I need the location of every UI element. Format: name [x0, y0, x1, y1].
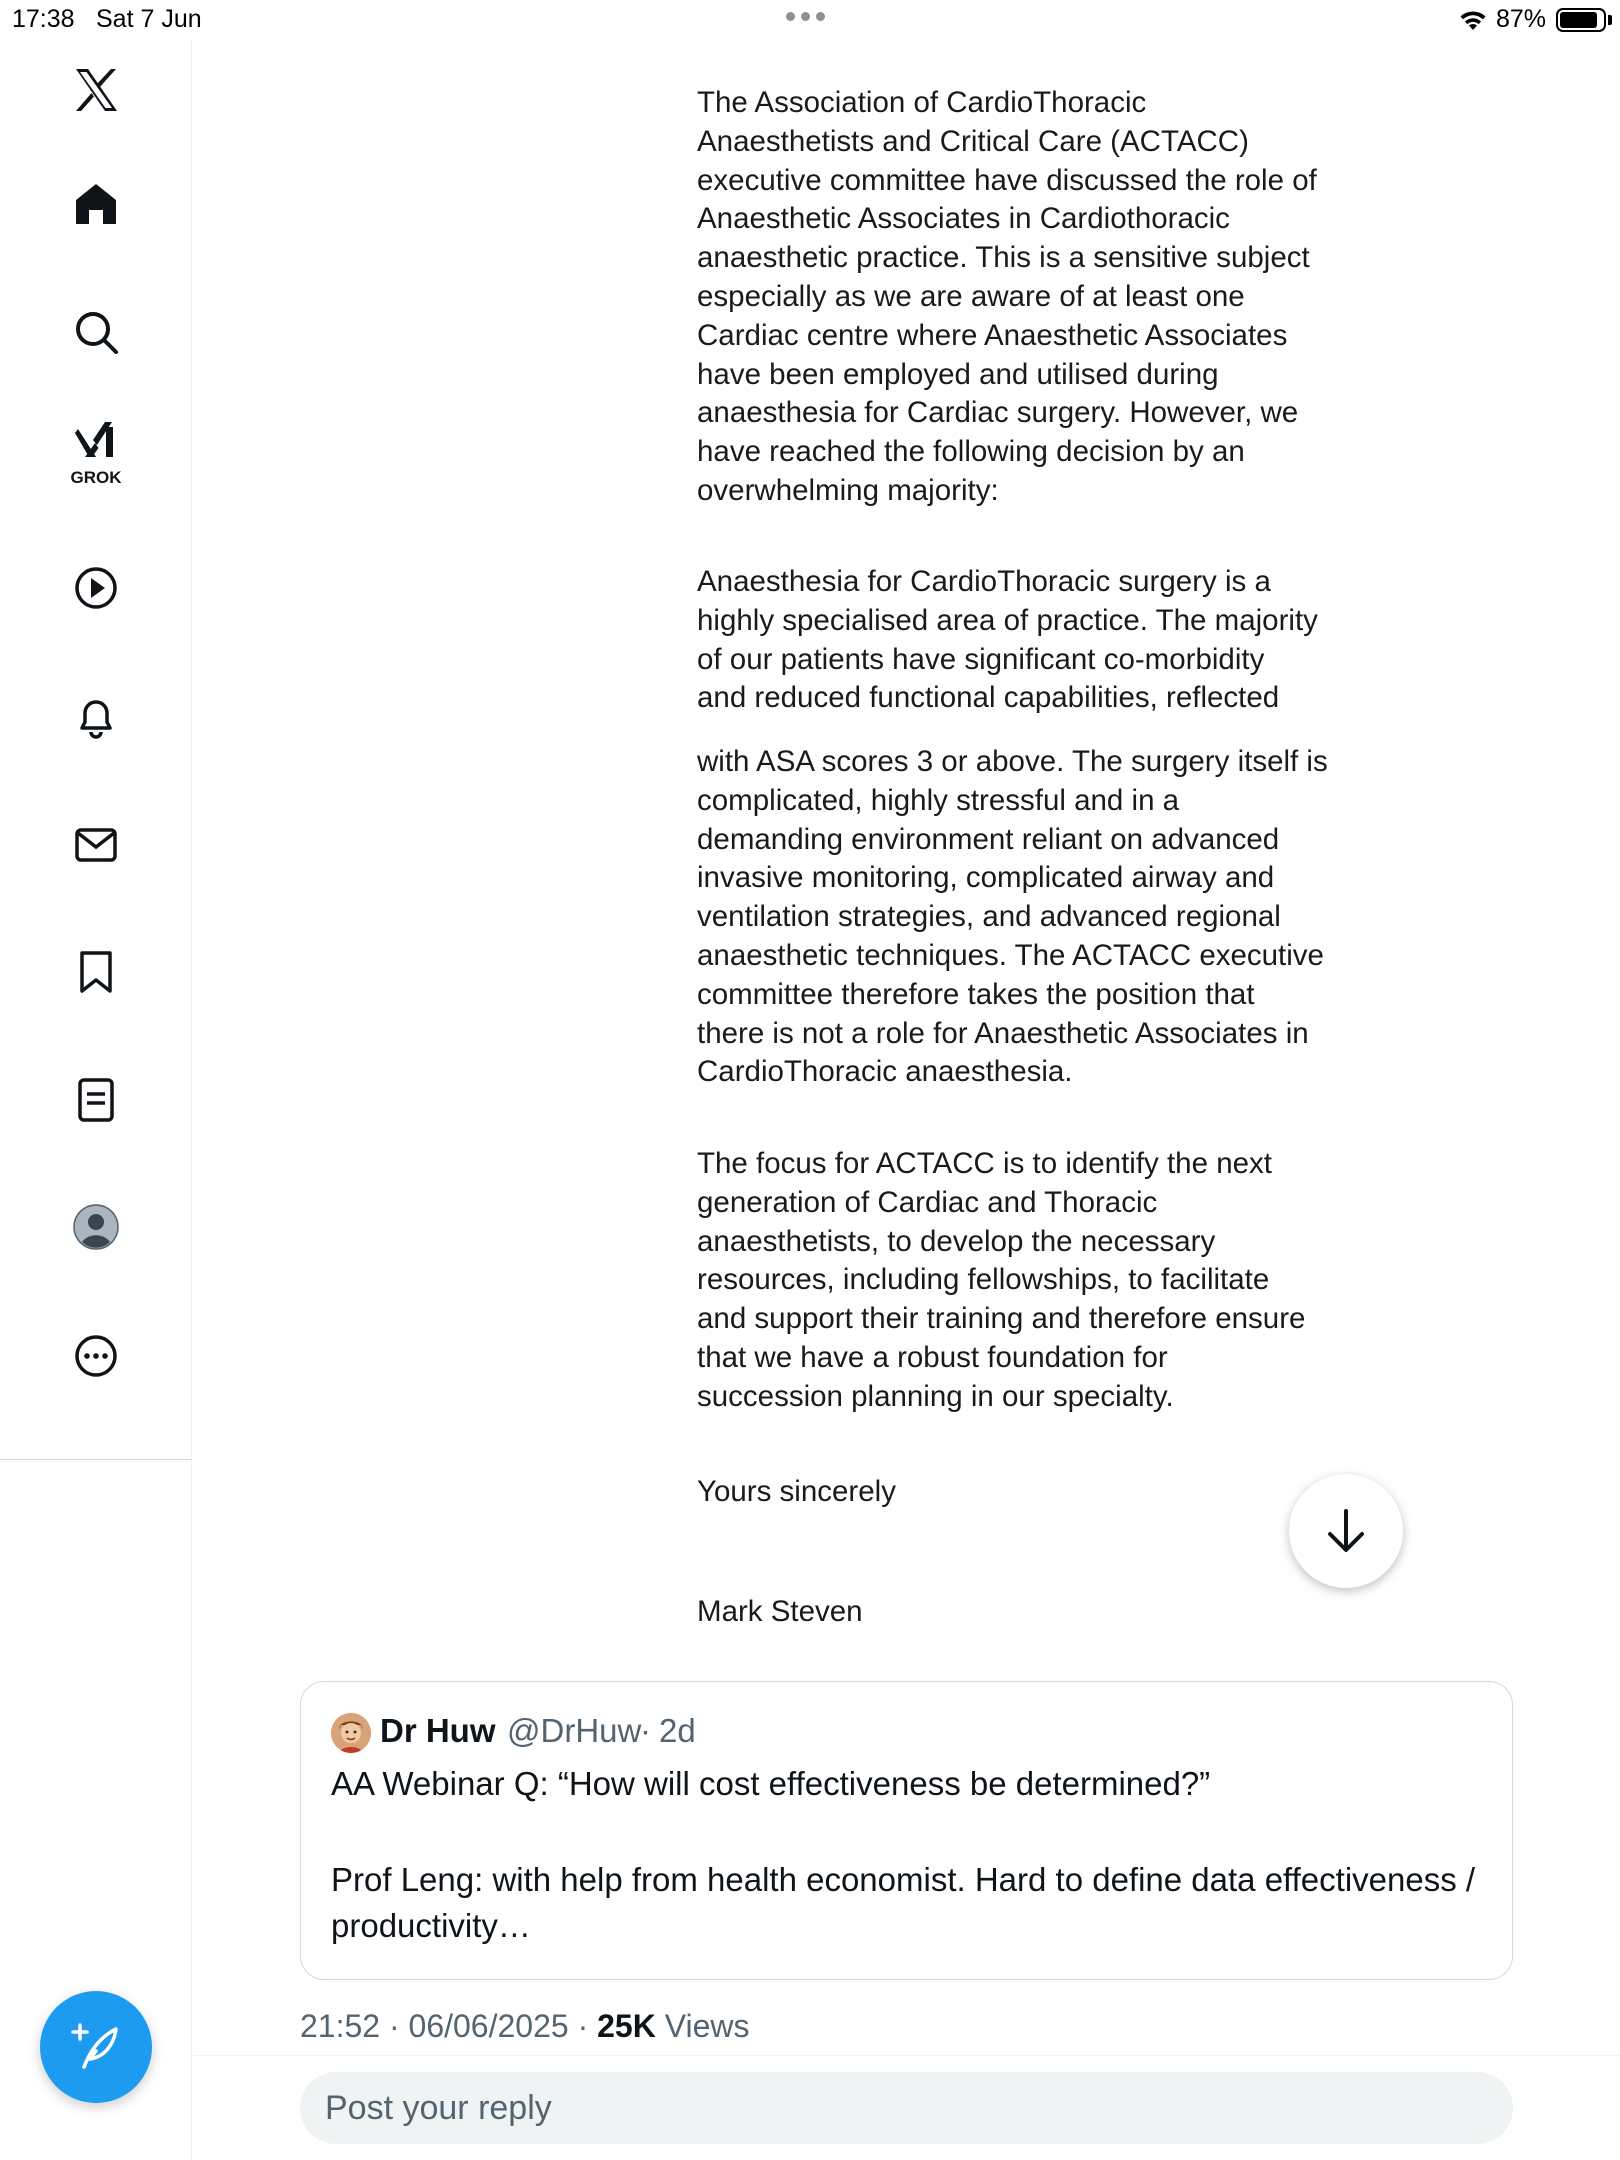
play-icon: [72, 564, 120, 612]
home-icon: [72, 180, 120, 228]
scroll-down-button[interactable]: [1289, 1474, 1403, 1588]
reply-input[interactable]: [300, 2072, 1513, 2144]
multitasking-dots-icon[interactable]: [786, 12, 825, 21]
grok-icon: [72, 419, 120, 467]
x-logo-icon[interactable]: [56, 50, 136, 130]
quoted-tweet[interactable]: [300, 1681, 1513, 1980]
status-bar: [0, 0, 1620, 40]
quote-text-line-1: AA Webinar Q: “How will cost effectiveness be determined?”: [331, 1765, 1211, 1802]
sidebar-item-explore[interactable]: [56, 292, 136, 372]
status-date: Sat 7 Jun: [96, 5, 202, 33]
battery-cap: [1608, 15, 1612, 25]
bookmark-icon: [72, 948, 120, 996]
list-icon: [72, 1076, 120, 1124]
sidebar-item-videos[interactable]: [56, 548, 136, 628]
meta-separator: ·: [380, 2008, 409, 2044]
quote-author-name[interactable]: Dr Huw: [380, 1712, 496, 1749]
more-icon: [72, 1332, 120, 1380]
quote-separator: ·: [640, 1712, 651, 1749]
sidebar-divider: [0, 1459, 192, 1460]
search-icon: [72, 308, 120, 356]
sidebar-item-grok[interactable]: [56, 412, 136, 492]
battery-percent: 87%: [1496, 5, 1547, 33]
letter-signature: Mark Steven: [697, 1595, 863, 1628]
views-label: Views: [655, 2008, 750, 2044]
quote-time[interactable]: 2d: [659, 1712, 696, 1749]
tweet-meta: [300, 2008, 749, 2045]
letter-paragraph-2: Anaesthesia for CardioThoracic surgery is a highly specialised area of practice. The majority of our patients have significant co-morbidity and reduced functional capabilities, reflected: [697, 565, 1318, 715]
letter-paragraph-1: The Association of CardioThoracic Anaesthetists and Critical Care (ACTACC) executive committee have discussed the role of Anaesthetic Associates in Cardiothoracic anaesthetic practice. This is a sensitive subject especially as we are aware of at least one Cardiac centre where Anaesthetic Associates have been employed and utilised during anaesthesia for Cardiac surgery. However, we have reached the following decision by an overwhelming majority:: [697, 86, 1317, 507]
grok-label: GROK: [70, 468, 122, 487]
letter-closing: Yours sincerely: [697, 1475, 896, 1508]
bell-icon: [72, 693, 120, 741]
sidebar-item-more[interactable]: [56, 1316, 136, 1396]
mail-icon: [72, 821, 120, 869]
compose-button[interactable]: [40, 1991, 152, 2103]
status-time: 17:38: [12, 5, 75, 33]
arrow-down-icon: [1322, 1507, 1370, 1555]
avatar-icon: [72, 1203, 120, 1251]
letter-paragraph-4: The focus for ACTACC is to identify the next generation of Cardiac and Thoracic anaesthetists, to develop the necessary resources, including fellowships, to facilitate and support their training and therefore ensure that we have a robust foundation for succession planning in our specialty.: [697, 1147, 1306, 1413]
sidebar-item-lists[interactable]: [56, 1060, 136, 1140]
battery-icon: [1556, 8, 1606, 32]
compose-icon: [70, 2021, 122, 2073]
sidebar-item-profile[interactable]: [56, 1187, 136, 1267]
wifi-icon: [1458, 6, 1488, 32]
reply-placeholder: Post your reply: [325, 2089, 552, 2127]
sidebar-item-bookmarks[interactable]: [56, 932, 136, 1012]
tweet-time[interactable]: 21:52: [300, 2008, 381, 2044]
sidebar-item-notifications[interactable]: [56, 677, 136, 757]
avatar[interactable]: [331, 1713, 371, 1753]
tweet-date[interactable]: 06/06/2025: [408, 2008, 569, 2044]
views-count: 25K: [597, 2008, 656, 2044]
sidebar: [0, 40, 192, 2160]
sidebar-item-messages[interactable]: [56, 805, 136, 885]
quote-author-handle[interactable]: @DrHuw: [507, 1712, 642, 1749]
quote-text-line-2: Prof Leng: with help from health economist. Hard to define data effectiveness / productivity…: [331, 1861, 1476, 1944]
divider: [193, 2055, 1620, 2056]
letter-paragraph-3: with ASA scores 3 or above. The surgery itself is complicated, highly stressful and in a demanding environment reliant on advanced invasive monitoring, complicated airway and ventilation strategies, and advanced regional anaesthetic techniques. The ACTACC executive committee therefore takes the position that there is not a role for Anaesthetic Associates in CardioThoracic anaesthesia.: [697, 745, 1328, 1089]
sidebar-item-home[interactable]: [56, 164, 136, 244]
meta-separator: ·: [568, 2008, 598, 2044]
